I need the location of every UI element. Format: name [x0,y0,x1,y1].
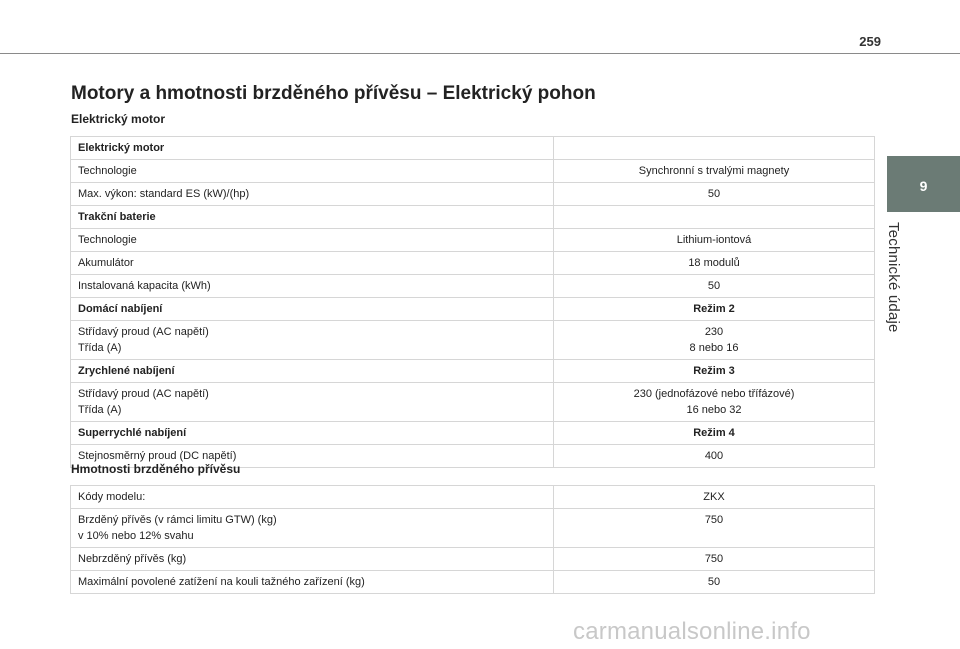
trailer-weights-table [70,485,875,594]
table-cell-line: 8 nebo 16 [689,342,739,354]
section-heading-trailer-weights: Hmotnosti brzděného přívěsu [71,462,241,476]
table-cell-value: Režim 4 [554,422,875,445]
section-heading-electric-motor: Elektrický motor [71,112,166,126]
table-cell-line: v 10% nebo 12% svahu [78,530,194,542]
chapter-tab[interactable] [887,156,960,212]
table-row [71,360,875,383]
table-cell-line: Střídavý proud (AC napětí) [78,326,209,338]
page-title: Motory a hmotnosti brzděného přívěsu – Elektrický pohon [71,83,596,104]
table-row [71,383,875,422]
table-row [71,422,875,445]
table-cell-value: 750 [554,548,875,571]
table-cell-line: 230 (jednofázové nebo třífázové) [633,388,795,400]
table-row [71,183,875,206]
chapter-label: Technické údaje [885,222,902,333]
table-cell-line: 16 nebo 32 [686,404,742,416]
table-cell-value: 50 [554,275,875,298]
table-cell-label: Akumulátor [71,252,554,275]
table-row [71,486,875,509]
table-row [71,509,875,548]
table-cell-line: Střídavý proud (AC napětí) [78,388,209,400]
table-cell-label: Stejnosměrný proud (DC napětí) [71,445,554,468]
table-cell-label [71,321,554,360]
table-cell-value [554,383,875,422]
table-row [71,298,875,321]
watermark: carmanualsonline.info [573,618,811,645]
table-cell-line: 750 [704,514,724,526]
table-row [71,229,875,252]
table-cell-value: ZKX [554,486,875,509]
table-cell-value [554,509,875,548]
chapter-number: 9 [919,178,928,194]
table-cell-label: Technologie [71,160,554,183]
table-cell-value: Režim 2 [554,298,875,321]
table-cell-value: 400 [554,445,875,468]
table-cell-label: Zrychlené nabíjení [71,360,554,383]
table-row [71,137,875,160]
table-cell-label: Technologie [71,229,554,252]
table-cell-label: Kódy modelu: [71,486,554,509]
table-cell-value: 50 [554,571,875,594]
page-number: 259 [859,34,881,49]
table-cell-value [554,321,875,360]
electric-motor-table [70,136,875,468]
table-cell-value: Režim 3 [554,360,875,383]
table-cell-line: Brzděný přívěs (v rámci limitu GTW) (kg) [78,514,277,526]
table-cell-value [554,206,875,229]
table-row [71,160,875,183]
table-cell-value: 18 modulů [554,252,875,275]
table-row [71,275,875,298]
header-rule [0,53,960,54]
table-cell-value: 50 [554,183,875,206]
table-cell-label: Elektrický motor [71,137,554,160]
table-cell-label: Domácí nabíjení [71,298,554,321]
table-cell-label: Max. výkon: standard ES (kW)/(hp) [71,183,554,206]
table-row [71,548,875,571]
table-cell-value: Synchronní s trvalými magnety [554,160,875,183]
table-cell-line: Třída (A) [78,404,122,416]
table-cell-label [71,509,554,548]
table-cell-value: Lithium-iontová [554,229,875,252]
table-cell-label: Superrychlé nabíjení [71,422,554,445]
table-row [71,252,875,275]
table-cell-label: Nebrzděný přívěs (kg) [71,548,554,571]
table-cell-label [71,383,554,422]
table-cell-line: 230 [704,326,724,338]
table-row [71,321,875,360]
table-cell-line: Třída (A) [78,342,122,354]
table-cell-label: Trakční baterie [71,206,554,229]
table-row [71,571,875,594]
table-row [71,206,875,229]
table-cell-label: Instalovaná kapacita (kWh) [71,275,554,298]
table-cell-label: Maximální povolené zatížení na kouli tažného zařízení (kg) [71,571,554,594]
table-cell-value [554,137,875,160]
